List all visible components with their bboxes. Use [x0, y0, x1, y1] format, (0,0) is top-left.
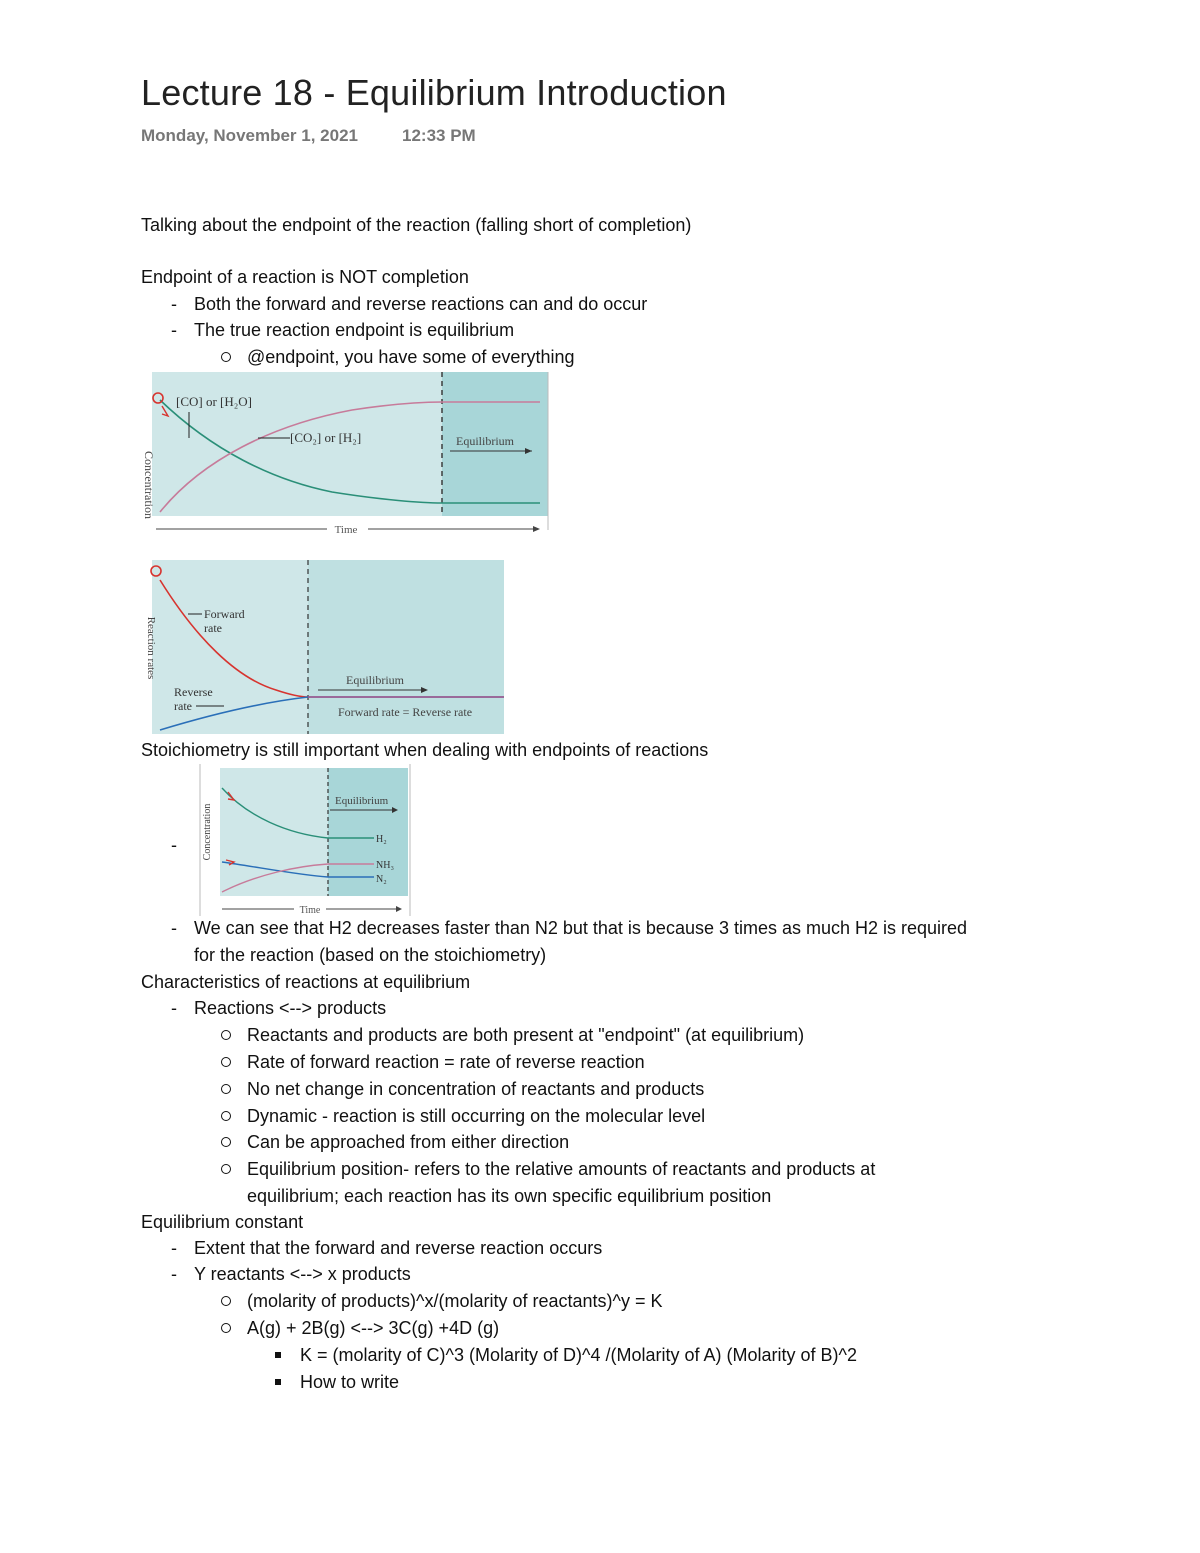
figure2-equation-label: Forward rate = Reverse rate	[338, 705, 473, 719]
figure1-label-products: [CO₂] or [H₂]	[290, 430, 362, 445]
nh3-concentration-figure	[198, 762, 414, 918]
constant-sub-1: (molarity of products)^x/(molarity of reactants)^y = K	[247, 1291, 663, 1311]
constant-heading: Equilibrium constant	[141, 1212, 304, 1232]
circle-bullet-icon	[221, 1296, 231, 1306]
figure3-ylabel: Concentration	[202, 803, 213, 861]
figure3-xlabel: Time	[299, 905, 321, 916]
characteristic-item: Equilibrium position- refers to the relative amounts of reactants and products at	[247, 1159, 876, 1179]
concentration-vs-time-figure	[132, 370, 552, 538]
circle-bullet-icon	[221, 1057, 231, 1067]
constant-how-to-write: How to write	[300, 1372, 400, 1392]
stoich-bullet-line-1: We can see that H2 decreases faster than N2 but that is because 3 times as much H2 is required	[194, 918, 968, 938]
characteristic-item: Dynamic - reaction is still occurring on the molecular level	[247, 1106, 706, 1126]
characteristic-item: Reactants and products are both present at "endpoint" (at equilibrium)	[247, 1025, 805, 1045]
dash-bullet: -	[171, 998, 177, 1018]
dash-bullet: -	[171, 1264, 177, 1284]
constant-bullet-2: Y reactants <--> x products	[194, 1264, 411, 1284]
figure2-forward-label-2: rate	[204, 621, 222, 635]
reaction-rates-figure	[136, 558, 508, 738]
page-time: 12:33 PM	[402, 126, 476, 145]
circle-bullet-icon	[221, 352, 231, 362]
endpoint-sub-bullet: @endpoint, you have some of everything	[247, 347, 575, 367]
circle-bullet-icon	[221, 1030, 231, 1040]
dash-bullet: -	[171, 294, 177, 314]
page-date: Monday, November 1, 2021	[141, 126, 358, 145]
intro-text: Talking about the endpoint of the reaction (falling short of completion)	[141, 215, 692, 235]
figure3-equilibrium-label: Equilibrium	[335, 795, 389, 807]
figure2-equilibrium-label: Equilibrium	[346, 673, 404, 687]
figure1-equilibrium-label: Equilibrium	[456, 434, 514, 448]
characteristic-item: Can be approached from either direction	[247, 1132, 570, 1152]
figure1-ylabel: Concentration	[142, 451, 156, 519]
constant-sub-2: A(g) + 2B(g) <--> 3C(g) +4D (g)	[247, 1318, 500, 1338]
arrow-right-icon	[396, 906, 402, 912]
dash-bullet: -	[171, 1238, 177, 1258]
circle-bullet-icon	[221, 1137, 231, 1147]
endpoint-bullet-2: The true reaction endpoint is equilibrium	[194, 320, 515, 340]
figure2-ylabel: Reaction rates	[145, 616, 157, 680]
characteristic-item: Rate of forward reaction = rate of reverse reaction	[247, 1052, 645, 1072]
constant-formula: K = (molarity of C)^3 (Molarity of D)^4 /(Molarity of A) (Molarity of B)^2	[300, 1345, 857, 1365]
figure2-forward-label-1: Forward	[204, 607, 245, 621]
circle-bullet-icon	[221, 1111, 231, 1121]
square-bullet-icon	[275, 1352, 281, 1358]
figure3-nh3-label: NH₃	[376, 860, 394, 871]
figure3-n2-label: N₂	[376, 874, 387, 885]
dash-bullet: -	[171, 320, 177, 340]
circle-bullet-icon	[221, 1164, 231, 1174]
figure2-reverse-label-1: Reverse	[174, 685, 213, 699]
figure2-reverse-label-2: rate	[174, 699, 192, 713]
square-bullet-icon	[275, 1379, 281, 1385]
endpoint-heading: Endpoint of a reaction is NOT completion	[141, 267, 469, 287]
figure1-label-reactants: [CO] or [H₂O]	[176, 394, 253, 409]
stoich-bullet-line-2: for the reaction (based on the stoichiometry)	[194, 945, 547, 965]
characteristics-heading: Characteristics of reactions at equilibrium	[141, 972, 471, 992]
circle-bullet-icon	[221, 1084, 231, 1094]
characteristic-item: No net change in concentration of reactants and products	[247, 1079, 705, 1099]
circle-bullet-icon	[221, 1323, 231, 1333]
endpoint-bullet-1: Both the forward and reverse reactions can and do occur	[194, 294, 648, 314]
constant-bullet-1: Extent that the forward and reverse reaction occurs	[194, 1238, 603, 1258]
arrow-right-icon	[533, 526, 540, 532]
stoich-heading: Stoichiometry is still important when dealing with endpoints of reactions	[141, 740, 709, 760]
dash-bullet: -	[171, 918, 177, 938]
characteristic-item-continued: equilibrium; each reaction has its own specific equilibrium position	[247, 1186, 772, 1206]
page-title: Lecture 18 - Equilibrium Introduction	[141, 72, 727, 113]
dash-bullet: -	[171, 835, 177, 855]
characteristics-bullet-1: Reactions <--> products	[194, 998, 387, 1018]
figure3-h2-label: H₂	[376, 834, 387, 845]
figure1-xlabel: Time	[334, 524, 358, 536]
